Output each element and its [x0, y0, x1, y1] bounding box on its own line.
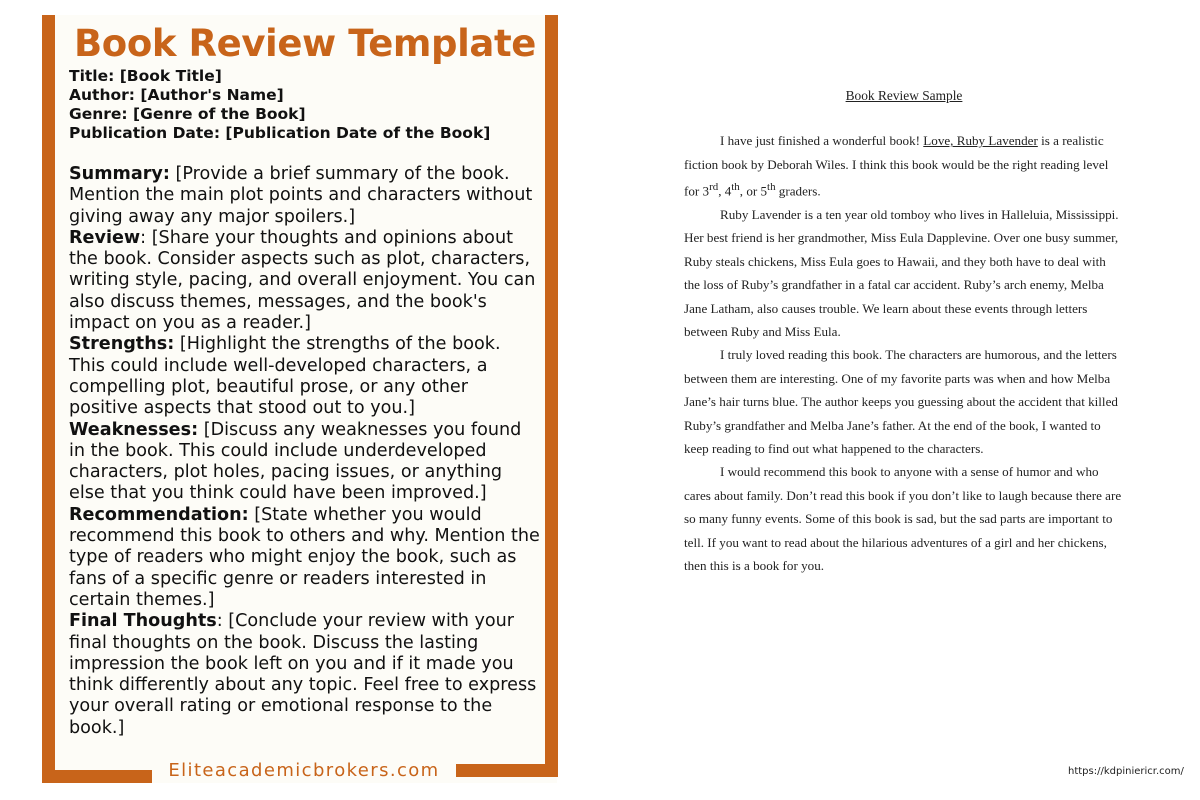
section-label: Recommendation: — [69, 504, 249, 525]
source-url: https://kdpiniericr.com/ — [1068, 766, 1184, 777]
p1-mid1: , 4 — [718, 183, 732, 199]
meta-title: Title: [Book Title] — [69, 67, 222, 85]
p1-before: I have just finished a wonderful book! — [720, 133, 924, 149]
section-label: Strengths: — [69, 334, 175, 355]
p1-after: is a realistic fiction book by Deborah Wiles. I think this book would be the right reading level for 3 — [684, 133, 1109, 199]
p1-mid2: , or 5 — [739, 183, 768, 199]
card-border-bottom-right — [456, 764, 558, 777]
meta-author: Author: [Author's Name] — [69, 86, 284, 104]
section-strengths — [69, 334, 541, 419]
template-title: Book Review Template — [74, 22, 536, 65]
section-recommendation — [69, 505, 541, 611]
sup-th-2: th — [767, 181, 776, 194]
section-text: [State whether you would recommend this book to others and why. Mention the type of readers who might enjoy the book, such as fans of a specific genre or readers interested in certain themes.] — [69, 504, 540, 610]
p1-end: graders. — [775, 183, 821, 199]
template-meta — [69, 67, 539, 143]
sample-paragraph-1 — [684, 129, 1124, 203]
section-weaknesses — [69, 420, 541, 505]
meta-genre: Genre: [Genre of the Book] — [69, 105, 306, 123]
card-border-bottom-left — [42, 770, 152, 783]
section-final-thoughts — [69, 611, 541, 739]
section-text: [Highlight the strengths of the book. This could include well-developed characters, a compelling plot, beautiful prose, or any other positive aspects that stood out to you.] — [69, 334, 501, 419]
template-sections — [69, 164, 541, 739]
sup-th-1: th — [731, 181, 740, 194]
section-text: : [Share your thoughts and opinions about the book. Consider aspects such as plot, characters, writing style, pacing, and overall enjoyment. You can also discuss themes, messages, and the book's impact on you as a reader.] — [69, 227, 536, 334]
section-label: Weaknesses: — [69, 419, 199, 440]
sup-rd: rd — [709, 181, 719, 194]
footer-website: Eliteacademicbrokers.com — [168, 760, 440, 781]
section-text: [Discuss any weaknesses you found in the book. This could include underdeveloped characters, plot holes, pacing issues, or anything else that you think could have been improved.] — [69, 419, 522, 504]
card-border-right — [545, 15, 558, 777]
section-text: : [Conclude your review with your final thoughts on the book. Discuss the lasting impression the book left on you and if it made you think differently about any topic. Feel free to express your overall rating or emotional response to the book.] — [69, 611, 537, 738]
book-title-underlined: Love, Ruby Lavender — [923, 133, 1038, 149]
section-text: [Provide a brief summary of the book. Mention the main plot points and characters without giving away any major spoilers.] — [69, 164, 533, 227]
sample-page — [684, 84, 1124, 577]
section-summary — [69, 164, 541, 228]
sample-title: Book Review Sample — [845, 88, 963, 103]
sample-paragraph-2: Ruby Lavender is a ten year old tomboy who lives in Halleluia, Mississippi. Her best friend is her grandmother, Miss Eula Dapplevine. Over one busy summer, Ruby steals chickens, Miss Eula goes to Hawaii, and they both have to deal with the loss of Ruby’s grandfather in a fatal car accident. Ruby’s arch enemy, Melba Jane Latham, also causes trouble. We learn about these events through letters between Ruby and Miss Eula. — [684, 206, 1119, 340]
section-review — [69, 228, 541, 334]
sample-paragraph-3: I truly loved reading this book. The characters are humorous, and the letters between them are interesting. One of my favorite parts was when and how Melba Jane’s hair turns blue. The author keeps you guessing about the accident that killed Ruby’s grandfather and Melba Jane’s father. At the end of the book, I wanted to keep reading to find out what happened to the characters. — [684, 347, 1118, 457]
section-label: Summary: — [69, 164, 170, 184]
section-label: Review — [69, 227, 141, 248]
card-border-left — [42, 15, 55, 783]
section-label: Final Thoughts — [69, 611, 217, 632]
meta-publication-date: Publication Date: [Publication Date of the Book] — [69, 124, 491, 142]
sample-paragraph-4: I would recommend this book to anyone with a sense of humor and who cares about family. Don’t read this book if you don’t like to laugh because there are so many funny events. Some of this book is sad, but the sad parts are important to tell. If you want to read about the hilarious adventures of a girl and her chickens, then this is a book for you. — [684, 464, 1122, 574]
